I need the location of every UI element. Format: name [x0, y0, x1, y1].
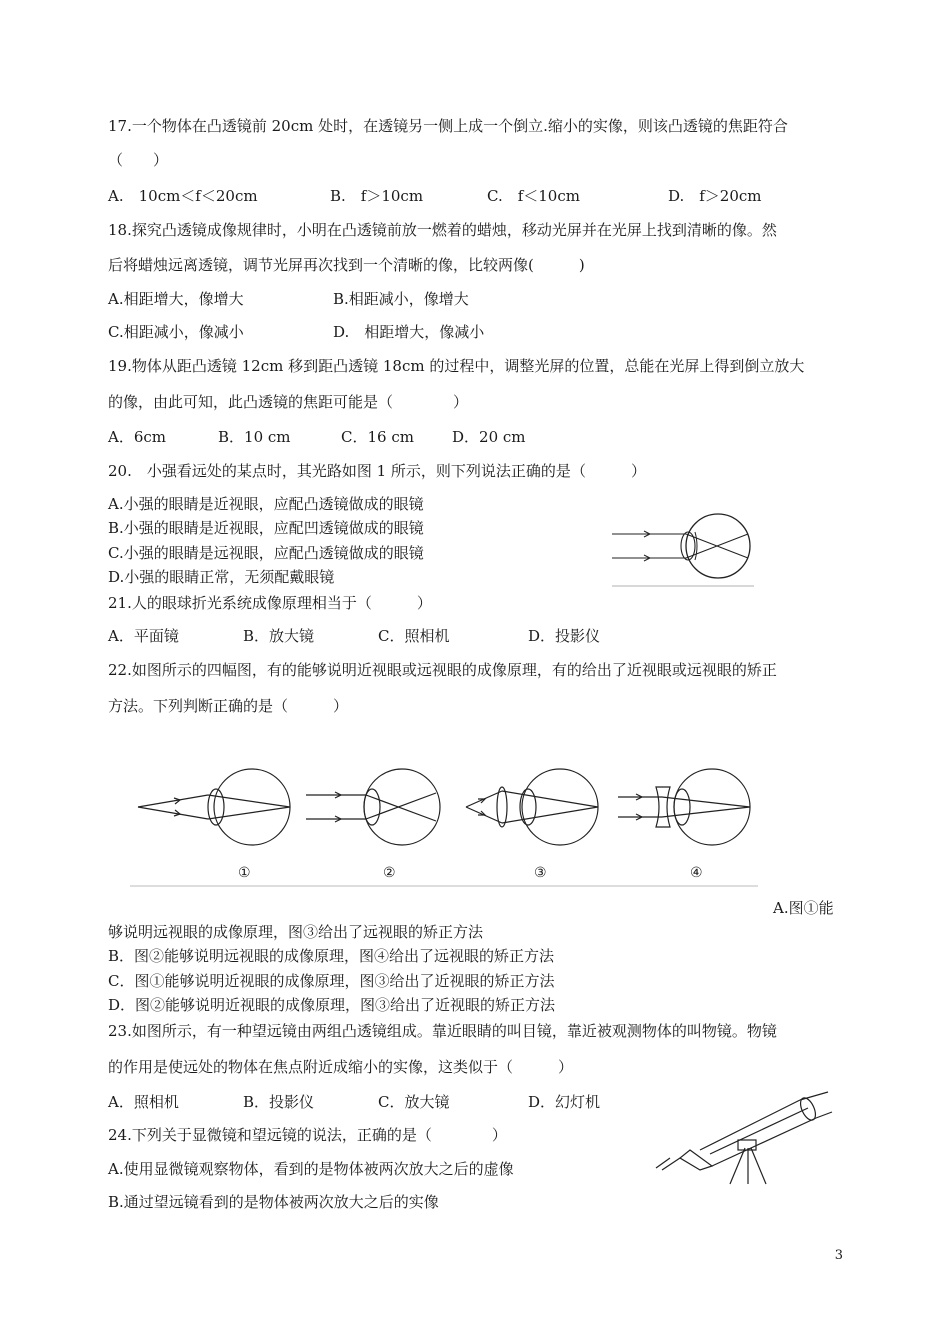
q17-option-c: C. f＜10cm	[487, 187, 580, 205]
q18-stem-line1: 18.探究凸透镜成像规律时，小明在凸透镜前放一燃着的蜡烛，移动光屏并在光屏上找到清晰的像。然	[108, 221, 777, 239]
q19-option-d: D．20 cm	[452, 428, 526, 446]
q20-option-c: C.小强的眼睛是远视眼，应配凸透镜做成的眼镜	[108, 544, 424, 562]
q19-stem-line1: 19.物体从距凸透镜 12cm 移到距凸透镜 18cm 的过程中，调整光屏的位置，总能在光屏上得到倒立放大	[108, 357, 805, 375]
q24-option-b: B.通过望远镜看到的是物体被两次放大之后的实像	[108, 1193, 439, 1211]
q22-figure-2	[306, 769, 440, 845]
q19-option-b: B．10 cm	[218, 428, 291, 446]
q22-stem-line2: 方法。下列判断正确的是（ ）	[108, 697, 349, 715]
q18-stem-line2: 后将蜡烛远离透镜，调节光屏再次找到一个清晰的像，比较两像( )	[108, 256, 585, 274]
q21-option-d: D．投影仪	[528, 627, 601, 645]
q22-stem-line1: 22.如图所示的四幅图，有的能够说明近视眼或远视眼的成像原理，有的给出了近视眼或远视眼的矫正	[108, 661, 777, 679]
q23-option-a: A．照相机	[108, 1093, 179, 1111]
q18-option-b: B.相距减小，像增大	[333, 290, 469, 308]
q18-option-d: D. 相距增大，像减小	[333, 323, 485, 341]
q22-option-d: D．图②能够说明近视眼的成像原理，图③给出了近视眼的矫正方法	[108, 996, 556, 1014]
q22-option-a-rest: 够说明远视眼的成像原理，图③给出了远视眼的矫正方法	[108, 923, 484, 941]
q23-option-b: B．投影仪	[243, 1093, 315, 1111]
q20-stem: 20. 小强看远处的某点时，其光路如图 1 所示，则下列说法正确的是（ ）	[108, 462, 646, 480]
q19-option-c: C．16 cm	[341, 428, 414, 446]
page-number: 3	[834, 1248, 843, 1263]
q23-option-d: D．幻灯机	[528, 1093, 601, 1111]
q21-option-c: C．照相机	[378, 627, 450, 645]
q17-stem-line1: 17.一个物体在凸透镜前 20cm 处时，在透镜另一侧上成一个倒立.缩小的实像，则该凸透镜的焦距符合	[108, 117, 788, 135]
q21-option-a: A．平面镜	[108, 627, 179, 645]
q22-option-a-start: A.图①能	[773, 899, 834, 917]
q19-option-a: A．6cm	[108, 428, 167, 446]
q22-option-b: B．图②能够说明远视眼的成像原理，图④给出了远视眼的矫正方法	[108, 947, 555, 965]
q23-stem-line1: 23.如图所示，有一种望远镜由两组凸透镜组成。靠近眼睛的叫目镜，靠近被观测物体的叫物镜。物镜	[108, 1022, 777, 1040]
q22-figure-4	[618, 769, 750, 845]
q22-figure-label-1: ①	[238, 865, 251, 881]
q21-stem: 21.人的眼球折光系统成像原理相当于（ ）	[108, 594, 432, 612]
q17-option-d: D. f＞20cm	[668, 187, 762, 205]
q22-figure-1	[138, 769, 290, 845]
q24-stem: 24.下列关于显微镜和望远镜的说法，正确的是（ ）	[108, 1126, 507, 1144]
q20-eye-figure	[608, 508, 758, 588]
q24-option-a: A.使用显微镜观察物体，看到的是物体被两次放大之后的虚像	[108, 1160, 514, 1178]
q23-telescope-figure	[640, 1088, 840, 1188]
q22-figure-3	[466, 769, 598, 845]
q22-figure-label-2: ②	[383, 865, 396, 881]
q20-option-b: B.小强的眼睛是近视眼，应配凹透镜做成的眼镜	[108, 519, 424, 537]
q23-option-c: C．放大镜	[378, 1093, 450, 1111]
q22-figure-label-3: ③	[534, 865, 547, 881]
q22-option-c: C．图①能够说明近视眼的成像原理，图③给出了近视眼的矫正方法	[108, 972, 555, 990]
q17-stem-line2: （ ）	[108, 151, 169, 169]
q20-option-d: D.小强的眼睛正常，无须配戴眼镜	[108, 568, 335, 586]
q18-option-a: A.相距增大，像增大	[108, 290, 244, 308]
q21-option-b: B．放大镜	[243, 627, 315, 645]
q22-figure-label-4: ④	[690, 865, 703, 881]
q18-option-c: C.相距减小，像减小	[108, 323, 244, 341]
q17-option-a: A. 10cm＜f＜20cm	[108, 187, 258, 205]
q22-four-eye-figures	[130, 765, 760, 890]
q19-stem-line2: 的像，由此可知，此凸透镜的焦距可能是（ ）	[108, 393, 469, 411]
q23-stem-line2: 的作用是使远处的物体在焦点附近成缩小的实像，这类似于（ ）	[108, 1058, 574, 1076]
q17-option-b: B. f＞10cm	[330, 187, 424, 205]
q20-option-a: A.小强的眼睛是近视眼，应配凸透镜做成的眼镜	[108, 495, 424, 513]
